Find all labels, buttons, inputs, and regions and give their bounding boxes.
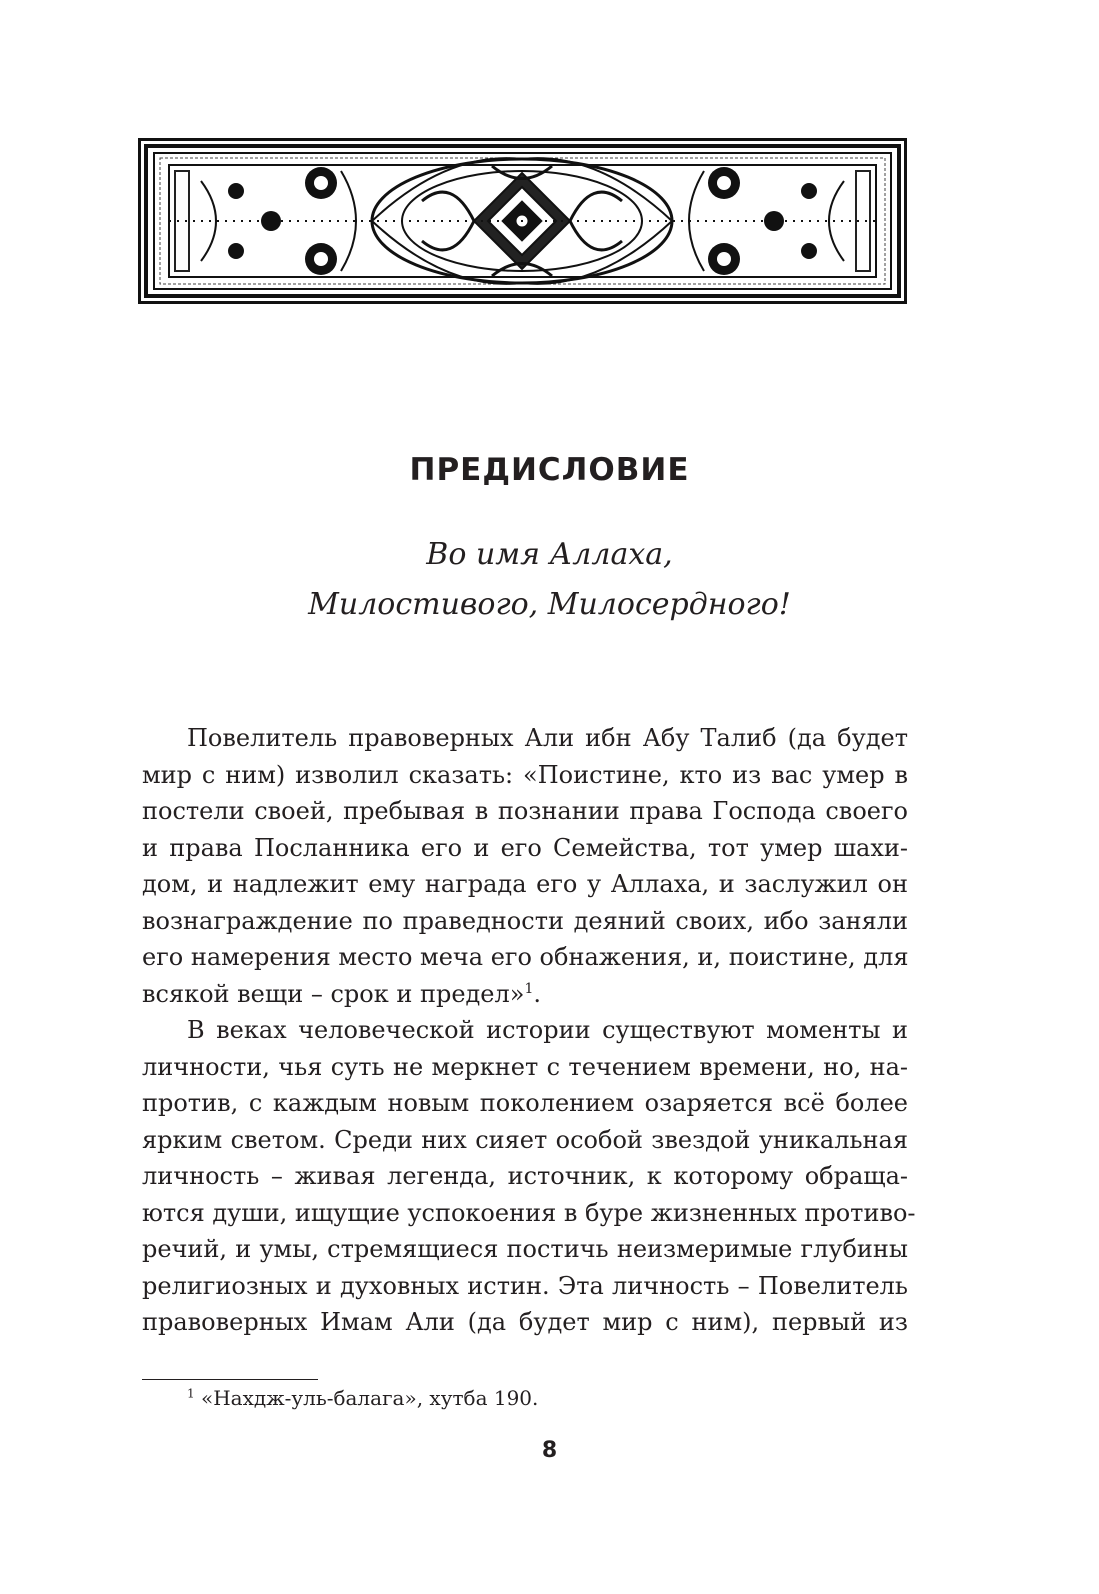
text-line: вознаграждение по праведности деяний своих, ибо заняли — [142, 906, 908, 935]
footnote-number: 1 — [187, 1386, 195, 1401]
text-line: и права Посланника его и его Семейства, тот умер шахи- — [142, 833, 908, 862]
basmala — [0, 530, 1099, 630]
text-fragment: всякой вещи – срок и предел» — [142, 979, 525, 1008]
footnote-text: «Нахдж-уль-балага», хутба 190. — [201, 1386, 539, 1410]
text-line: речий, и умы, стремящиеся постичь неизмеримые глубины — [142, 1235, 908, 1263]
footnote-reference[interactable]: 1 — [524, 980, 534, 997]
basmala-line: Во имя Аллаха, — [426, 537, 673, 572]
body-text — [142, 720, 916, 1341]
page-number: 8 — [541, 1438, 558, 1463]
text-line: ярким светом. Среди них сияет особой звездой уникальная — [142, 1125, 908, 1154]
text-line: его намерения место меча его обнажения, и, поистине, для — [142, 943, 909, 971]
text-line: постели своей, пребывая в познании права Господа своего — [142, 797, 908, 825]
footnote-divider — [142, 1379, 318, 1380]
text-line: В веках человеческой истории существуют моменты и — [187, 1016, 908, 1044]
text-line: дом, и надлежит ему награда его у Аллаха, и заслужил он — [142, 870, 908, 898]
arabesque-ornament-icon — [138, 138, 907, 304]
text-fragment: . — [533, 979, 541, 1008]
text-line: личность – живая легенда, источник, к которому обраща- — [142, 1162, 908, 1190]
text-line: мир с ним) изволил сказать: «Поистине, кто из вас умер в — [142, 760, 908, 789]
text-line: религиозных и духовных истин. Эта личность – Повелитель — [142, 1271, 908, 1300]
page-title: ПРЕДИСЛОВИЕ — [409, 452, 690, 488]
text-line: правоверных Имам Али (да будет мир с ним), первый из — [142, 1308, 908, 1336]
text-line: против, с каждым новым поколением озаряется всё более — [142, 1089, 908, 1117]
basmala-line: Милостивого, Милосердного! — [308, 587, 791, 622]
footnote — [187, 1386, 538, 1410]
text-line: Повелитель правоверных Али ибн Абу Талиб (да будет — [187, 724, 908, 752]
text-line: личности, чья суть не меркнет с течением времени, но, на- — [142, 1052, 908, 1081]
text-line: ются души, ищущие успокоения в буре жизненных противо- — [142, 1198, 916, 1227]
text-line — [142, 976, 908, 1013]
